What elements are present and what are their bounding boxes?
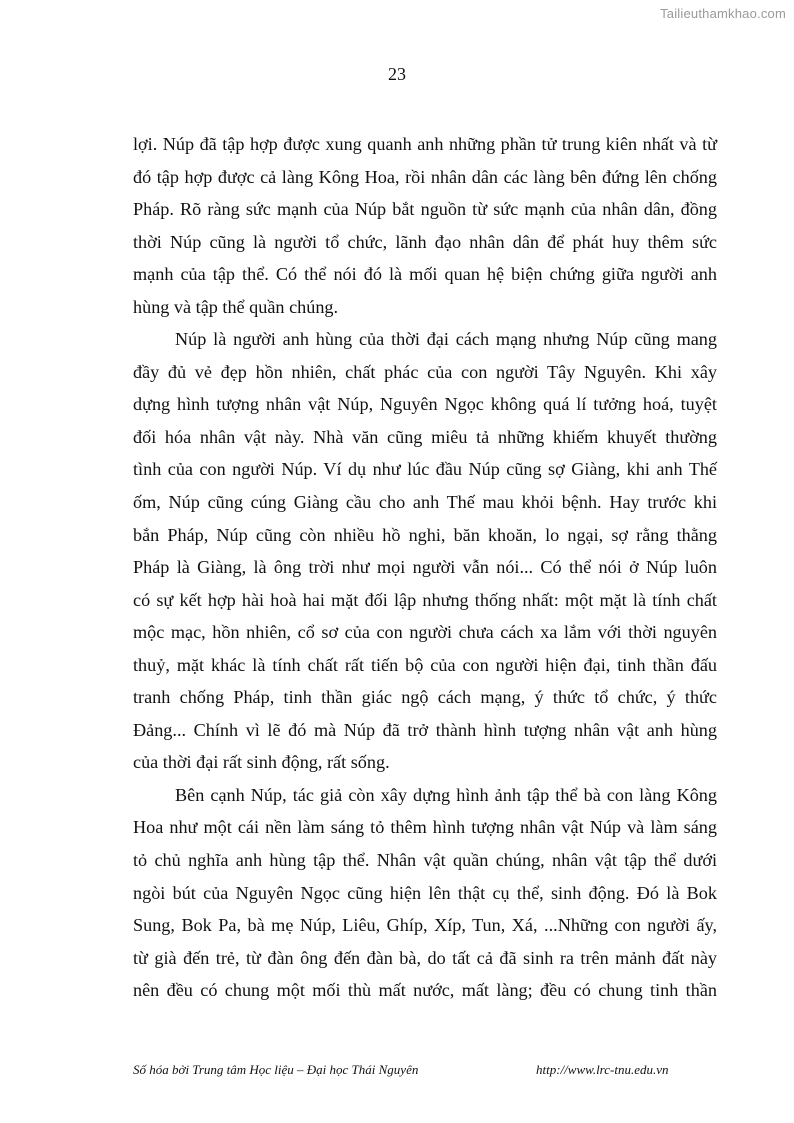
text-line: thuỷ, mặt khác là tính chất rất tiến bộ của con người hiện đại, tinh thần đấu	[133, 654, 717, 675]
footer-source: Số hóa bởi Trung tâm Học liệu – Đại học Thái Nguyên	[133, 1062, 419, 1077]
text-line: bắn Pháp, Núp cũng còn nhiều hồ nghi, băn khoăn, lo ngại, sợ rằng thằng	[133, 524, 717, 545]
text-line: tranh chống Pháp, tinh thần giác ngộ cách mạng, ý thức tổ chức, ý thức	[133, 687, 717, 708]
body-text	[133, 128, 717, 1007]
text-line: hùng và tập thể quần chúng.	[133, 296, 339, 317]
text-line: lợi. Núp đã tập hợp được xung quanh anh những phần tử trung kiên nhất và từ	[133, 134, 717, 154]
text-line: thời Núp cũng là người tổ chức, lãnh đạo nhân dân để phát huy thêm sức	[133, 231, 717, 252]
text-line: dựng hình tượng nhân vật Núp, Nguyên Ngọc không quá lí tưởng hoá, tuyệt	[133, 394, 717, 415]
text-line: đầy đủ vẻ đẹp hồn nhiên, chất phác của con người Tây Nguyên. Khi xây	[133, 361, 717, 382]
footer-url: http://www.lrc-tnu.edu.vn	[536, 1062, 669, 1077]
text-line: Đảng... Chính vì lẽ đó mà Núp đã trở thành hình tượng nhân vật anh hùng	[133, 719, 717, 740]
text-line: Sung, Bok Pa, bà mẹ Núp, Liêu, Ghíp, Xíp, Tun, Xá, ...Những con người ấy,	[133, 915, 717, 936]
text-line: nên đều có chung một mối thù mất nước, mất làng; đều có chung tinh thần	[133, 980, 717, 1001]
text-line: tình của con người Núp. Ví dụ như lúc đầu Núp cũng sợ Giàng, khi anh Thế	[133, 459, 717, 480]
text-line: Núp là người anh hùng của thời đại cách mạng nhưng Núp cũng mang	[175, 329, 717, 350]
text-line: ốm, Núp cũng cúng Giàng cầu cho anh Thế mau khỏi bệnh. Hay trước khi	[133, 492, 717, 513]
text-line: mạnh của tập thể. Có thể nói đó là mối quan hệ biện chứng giữa người anh	[133, 264, 717, 285]
text-line: có sự kết hợp hài hoà hai mặt đối lập nhưng thống nhất: một mặt là tính chất	[133, 589, 717, 610]
text-line: mộc mạc, hồn nhiên, cổ sơ của con người chưa cách xa lắm với thời nguyên	[133, 622, 717, 643]
text-line: đối hóa nhân vật này. Nhà văn cũng miêu tả những khiếm khuyết thường	[133, 426, 717, 447]
text-line: Pháp. Rõ ràng sức mạnh của Núp bắt nguồn từ sức mạnh của nhân dân, đồng	[133, 199, 717, 220]
text-line: ngòi bút của Nguyên Ngọc cũng hiện lên thật cụ thể, sinh động. Đó là Bok	[133, 882, 717, 903]
text-line: Hoa như một cái nền làm sáng tỏ thêm hình tượng nhân vật Núp và làm sáng	[133, 817, 717, 838]
text-line: tỏ chủ nghĩa anh hùng tập thể. Nhân vật quần chúng, nhân vật tập thể dưới	[133, 850, 717, 871]
watermark: Tailieuthamkhao.com	[660, 6, 786, 21]
text-line: từ già đến trẻ, từ đàn ông đến đàn bà, do tất cả đã sinh ra trên mảnh đất này	[133, 947, 717, 968]
text-line: Bên cạnh Núp, tác giả còn xây dựng hình ảnh tập thể bà con làng Kông	[175, 784, 717, 805]
text-line: của thời đại rất sinh động, rất sống.	[133, 752, 390, 773]
text-line: đó tập hợp được cả làng Kông Hoa, rồi nhân dân các làng bên đứng lên chống	[133, 166, 717, 187]
text-line: Pháp là Giàng, là ông trời như mọi người vẫn nói... Có thể nói ở Núp luôn	[133, 557, 717, 578]
page-number: 23	[388, 64, 406, 84]
